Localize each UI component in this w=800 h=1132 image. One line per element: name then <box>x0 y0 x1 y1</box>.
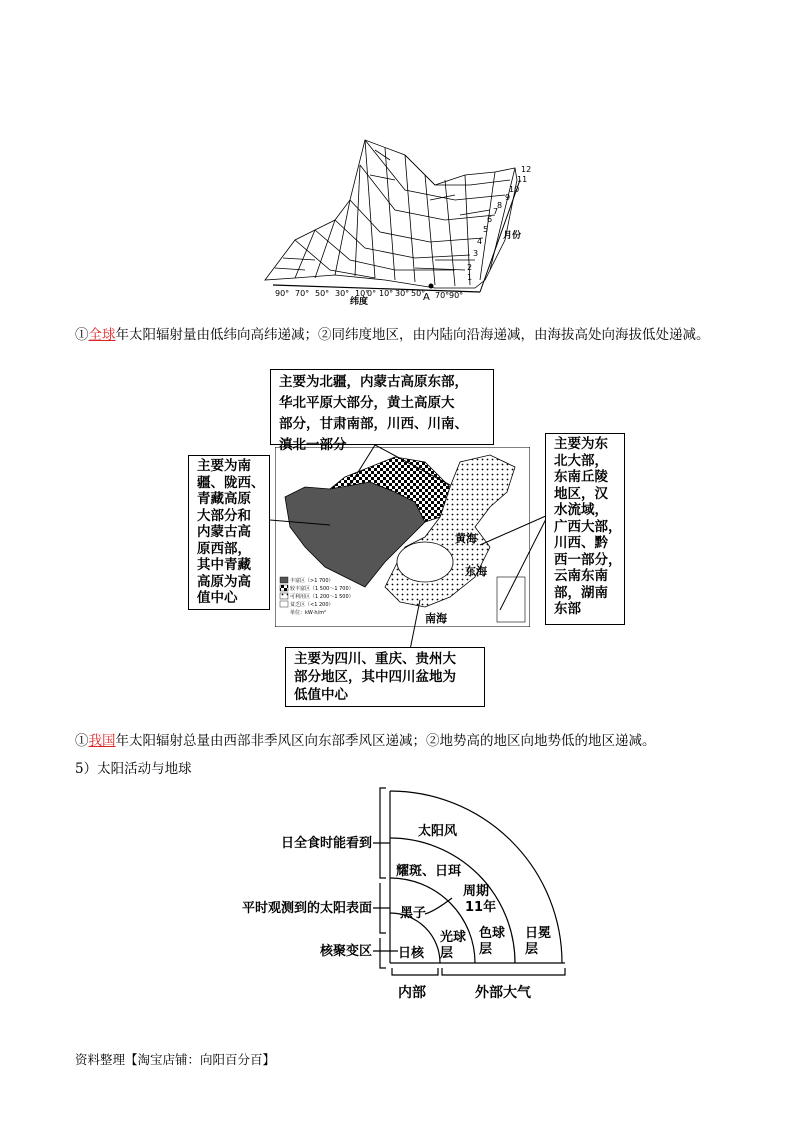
month-tick: 4 <box>477 237 483 246</box>
label-fusion-zone: 核聚变区 <box>319 944 372 959</box>
callout-line: 主要为四川、重庆、贵州大 <box>294 651 456 667</box>
label-outer-atmosphere: 外部大气 <box>475 985 531 1001</box>
callout-line: 川西、黔 <box>554 535 608 551</box>
callout-line: 广西大部， <box>554 518 622 535</box>
para-text: 年太阳辐射量由低纬向高纬递减；②同纬度地区，由内陆向沿海递减，由海拔高处向海拔低处递减。 <box>115 327 710 343</box>
label-chromosphere-2: 层 <box>479 942 493 957</box>
month-tick: 10 <box>509 185 520 194</box>
month-tick: 6 <box>487 215 493 224</box>
lat-tick: 90° <box>275 289 290 298</box>
month-tick: 1 <box>467 273 473 282</box>
lat-tick: 10° <box>379 289 394 298</box>
paragraph-global-radiation <box>75 326 710 344</box>
lat-tick: 30° <box>395 289 410 298</box>
footer-note: 资料整理【淘宝店铺：向阳百分百】 <box>75 1052 276 1067</box>
callout-line: 部，湖南 <box>554 584 608 601</box>
label-cycle-2: 11年 <box>465 900 497 915</box>
label-corona-2: 层 <box>525 942 539 957</box>
label-solar-wind: 太阳风 <box>418 824 458 839</box>
month-tick: 12 <box>521 165 532 174</box>
callout-bottom <box>285 647 485 707</box>
para-prefix: ① <box>75 327 89 343</box>
lat-tick: 0° <box>367 289 377 298</box>
highlight-china[interactable]: 我国 <box>88 733 116 749</box>
latitude-ticks <box>275 289 463 300</box>
month-tick: 7 <box>493 207 499 216</box>
month-tick: 11 <box>517 175 528 184</box>
month-ticks <box>467 165 531 282</box>
callout-top <box>270 369 494 453</box>
lat-tick: 70° <box>295 289 310 298</box>
lat-tick: 90° <box>449 291 464 300</box>
label-sunspot: 黑子 <box>400 906 427 921</box>
callout-line: 青藏高原 <box>197 491 251 507</box>
callout-line: 部分地区，其中四川盆地为 <box>294 669 456 685</box>
lat-tick: 70° <box>435 291 450 300</box>
month-tick: 9 <box>505 193 511 202</box>
callout-left <box>188 455 270 610</box>
callout-line: 地区，汉 <box>554 485 608 502</box>
sea-label-yellow: 黄海 <box>455 532 477 545</box>
legend-item: 单位：kW·h/m² <box>290 610 327 616</box>
month-tick: 5 <box>483 225 489 234</box>
label-flare-prominence: 耀斑、日珥 <box>396 864 462 879</box>
callout-line: 主要为北疆，内蒙古高原东部， <box>279 374 468 390</box>
sun-structure-figure <box>220 783 600 1008</box>
highlight-global[interactable]: 全球 <box>88 327 116 343</box>
label-interior: 内部 <box>398 985 426 1001</box>
callout-line: 值中心 <box>197 590 238 606</box>
callout-line: 水流域， <box>554 502 608 518</box>
month-tick: 8 <box>497 201 503 210</box>
china-radiation-figure <box>180 365 625 710</box>
callout-line: 大部分和 <box>197 507 251 524</box>
callout-line: 北大部， <box>554 452 608 469</box>
month-tick: 3 <box>473 249 479 258</box>
callout-line: 原西部， <box>197 540 251 557</box>
para-prefix: ① <box>75 733 89 749</box>
callout-line: 内蒙古高 <box>197 524 251 540</box>
label-visible-surface: 平时观测到的太阳表面 <box>241 901 372 916</box>
callout-line: 西一部分， <box>554 551 622 568</box>
callout-line: 云南东南 <box>554 568 608 584</box>
callout-line: 部分，甘肃南部，川西、川南、 <box>279 416 468 432</box>
label-photosphere-1: 光球 <box>440 930 467 945</box>
lat-tick: 50° <box>411 289 426 298</box>
callout-line: 高原为高 <box>197 573 251 590</box>
legend-item: 较丰富区（1 500～1 700） <box>290 586 354 592</box>
callout-line: 低值中心 <box>294 687 348 703</box>
callout-line: 主要为东 <box>554 436 608 452</box>
month-axis-label: 月份 <box>503 231 522 241</box>
callout-line: 主要为南 <box>197 458 251 474</box>
legend-item: 贫乏区（<1 200） <box>290 602 334 608</box>
label-photosphere-2: 层 <box>440 946 454 961</box>
latitude-axis-label: 纬度 <box>350 297 369 305</box>
callout-line: 东部 <box>554 601 581 617</box>
paragraph-china-radiation <box>75 732 656 750</box>
callout-line: 疆、陇西、 <box>197 474 265 491</box>
lat-tick: 30° <box>335 289 350 298</box>
label-corona-1: 日冕 <box>525 926 552 941</box>
callout-line: 华北平原大部分，黄土高原大 <box>279 395 455 411</box>
para-text: 年太阳辐射总量由西部非季风区向东部季风区递减；②地势高的地区向地势低的地区递减。 <box>115 733 656 749</box>
point-a-marker <box>429 284 434 289</box>
section-heading: 5）太阳活动与地球 <box>75 761 192 777</box>
callout-line: 东南丘陵 <box>554 469 608 485</box>
lat-tick: 10° <box>355 289 370 298</box>
label-chromosphere-1: 色球 <box>479 926 506 941</box>
callout-line: 其中青藏 <box>197 557 251 573</box>
label-cycle-1: 周期 <box>463 884 490 899</box>
legend-item: 可利用区（1 200～1 500） <box>290 594 354 600</box>
callout-line: 滇北一部分 <box>279 437 347 453</box>
sea-label-east: 东海 <box>465 565 487 578</box>
callout-right <box>545 433 625 625</box>
surface-outline <box>265 140 520 288</box>
legend-item: 丰富区（>1 700） <box>290 578 334 584</box>
lat-tick: 50° <box>315 289 330 298</box>
sea-label-south: 南海 <box>425 612 447 625</box>
label-core: 日核 <box>398 946 425 961</box>
radiation-surface-figure <box>255 120 555 305</box>
point-a-label: A <box>423 292 430 303</box>
label-total-eclipse: 日全食时能看到 <box>280 836 372 851</box>
month-tick: 2 <box>467 263 473 272</box>
